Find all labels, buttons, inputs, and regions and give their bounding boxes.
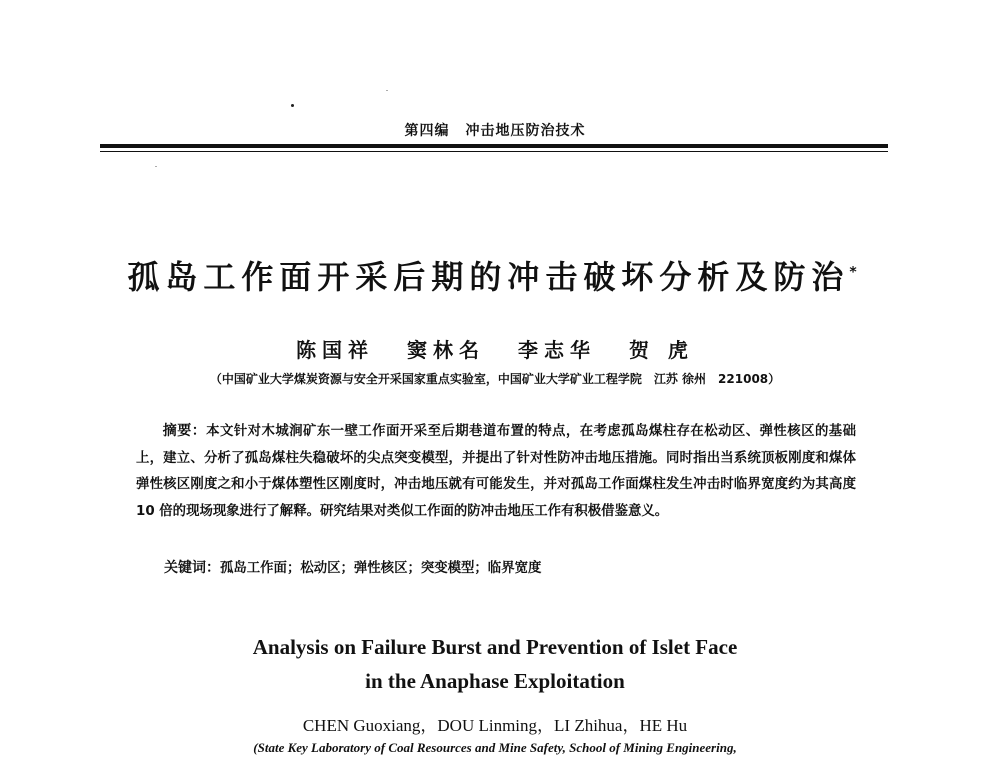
author-name: 窦林名: [407, 338, 486, 362]
abstract-label: 摘要：: [162, 423, 207, 439]
running-head-topic: 冲击地压防治技术: [465, 123, 586, 139]
header-rule-thin: [100, 151, 888, 152]
keywords-label: 关键词：: [164, 560, 220, 576]
english-affiliation: (State Key Laboratory of Coal Resources and Mine Safety, School of Mining Engineering,: [253, 740, 737, 755]
paper-title-text: 孤岛工作面开采后期的冲击破坏分析及防治: [127, 258, 850, 296]
scan-speck: [291, 104, 294, 107]
english-authors: CHEN Guoxiang，DOU Linming，LI Zhihua，HE Hu: [302, 716, 688, 735]
keywords-text: 孤岛工作面；松动区；弹性核区；突变模型；临界宽度: [220, 561, 542, 576]
keywords: [164, 557, 844, 577]
english-title-line-1: Analysis on Failure Burst and Prevention of Islet Face: [252, 635, 738, 659]
title-footnote-mark: *: [849, 264, 863, 281]
author-name: 贺 虎: [628, 338, 694, 362]
english-title: [100, 630, 890, 698]
author-name: 李志华: [518, 338, 596, 362]
running-head: [100, 120, 890, 140]
author-name: 陈国祥: [296, 338, 375, 362]
scan-speck: [386, 90, 388, 91]
author-list: [100, 334, 890, 363]
abstract-text: 本文针对木城涧矿东一壁工作面开采至后期巷道布置的特点，在考虑孤岛煤柱存在松动区、弹性核区的基础上，建立、分析了孤岛煤柱失稳破坏的尖点突变模型，并提出了针对性防冲击地压措施。同时指出当系统顶板刚度和煤体弹性核区刚度之和小于煤体塑性区刚度时，冲击地压就有可能发生，并对孤岛工作面煤柱发生冲击时临界宽度约为其高度 10 倍的现场现象进行了解释。研究结果对类似工作面的防冲击地压工作有积极借鉴意义。: [136, 424, 857, 519]
english-title-line-2: in the Anaphase Exploitation: [365, 669, 625, 693]
abstract: [136, 418, 856, 525]
running-head-section: 第四编: [404, 123, 450, 139]
author-affiliation: （中国矿业大学煤炭资源与安全开采国家重点实验室，中国矿业大学矿业工程学院 江苏 徐州 221008）: [209, 372, 781, 386]
paper-title: [100, 252, 890, 298]
header-rule-thick: [100, 144, 888, 148]
scan-speck: [155, 166, 157, 167]
